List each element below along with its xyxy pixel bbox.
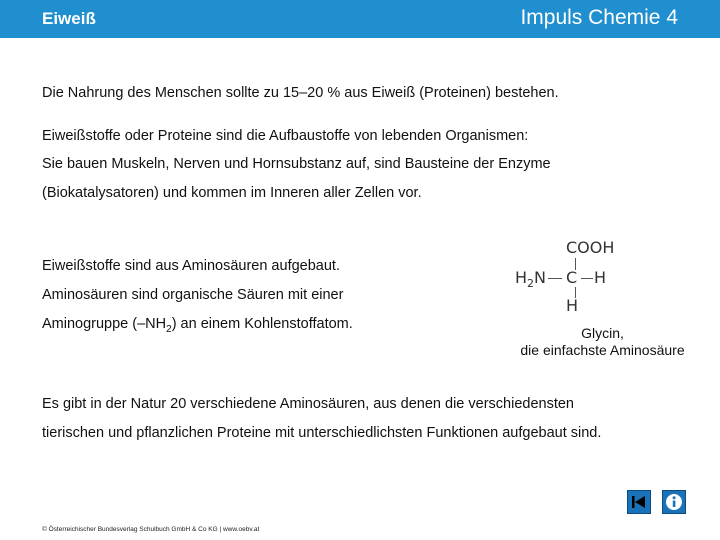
paragraph-aminoacids-line2: Aminosäuren sind organische Säuren mit einer <box>42 287 344 303</box>
structure-caption <box>500 325 705 359</box>
paragraph-proteins-line2: Sie bauen Muskeln, Nerven und Hornsubstanz auf, sind Bausteine der Enzyme <box>42 156 551 172</box>
paragraph-proteins-line3: (Biokatalysatoren) und kommen im Inneren aller Zellen vor. <box>42 185 422 201</box>
structure-amine-sub: 2 <box>527 277 535 290</box>
back-button[interactable] <box>627 490 651 514</box>
structure-h-bottom: H <box>566 296 579 315</box>
paragraph-nutrition: Die Nahrung des Menschen sollte zu 15–20 % aus Eiweiß (Proteinen) bestehen. <box>42 85 559 101</box>
caption-line1: Glycin, <box>581 325 624 341</box>
book-title: Impuls Chemie 4 <box>520 6 678 29</box>
aminogroup-text-after: ) an einem Kohlenstoffatom. <box>171 316 353 332</box>
structure-amine-h: H <box>515 268 528 287</box>
structure-cooh: COOH <box>566 238 615 257</box>
structure-amine-n: N <box>534 268 546 287</box>
structure-amine <box>515 268 546 290</box>
info-button[interactable] <box>662 490 686 514</box>
paragraph-aminoacids-line3 <box>42 315 353 335</box>
caption-line2: die einfachste Aminosäure <box>520 342 685 358</box>
bond-left <box>548 278 562 279</box>
bond-right <box>581 278 593 279</box>
info-icon <box>663 491 685 513</box>
aminogroup-subscript: 2 <box>166 324 172 335</box>
structure-carbon: C <box>566 268 578 287</box>
topic-title: Eiweiß <box>42 9 96 28</box>
header-bar <box>0 0 720 38</box>
paragraph-aminoacids-line1: Eiweißstoffe sind aus Aminosäuren aufgebaut. <box>42 258 340 274</box>
aminogroup-text-before: Aminogruppe (–NH <box>42 316 167 332</box>
paragraph-variety-line1: Es gibt in der Natur 20 verschiedene Aminosäuren, aus denen die verschiedensten <box>42 396 574 412</box>
back-triangle-icon <box>628 491 650 513</box>
paragraph-variety-line2: tierischen und pflanzlichen Proteine mit unterschiedlichsten Funktionen aufgebaut sind. <box>42 425 602 441</box>
copyright-footer: © Österreichischer Bundesverlag Schulbuch GmbH & Co KG | www.oebv.at <box>42 526 260 533</box>
paragraph-proteins-line1: Eiweißstoffe oder Proteine sind die Aufbaustoffe von lebenden Organismen: <box>42 128 529 144</box>
structure-h-right: H <box>594 268 607 287</box>
